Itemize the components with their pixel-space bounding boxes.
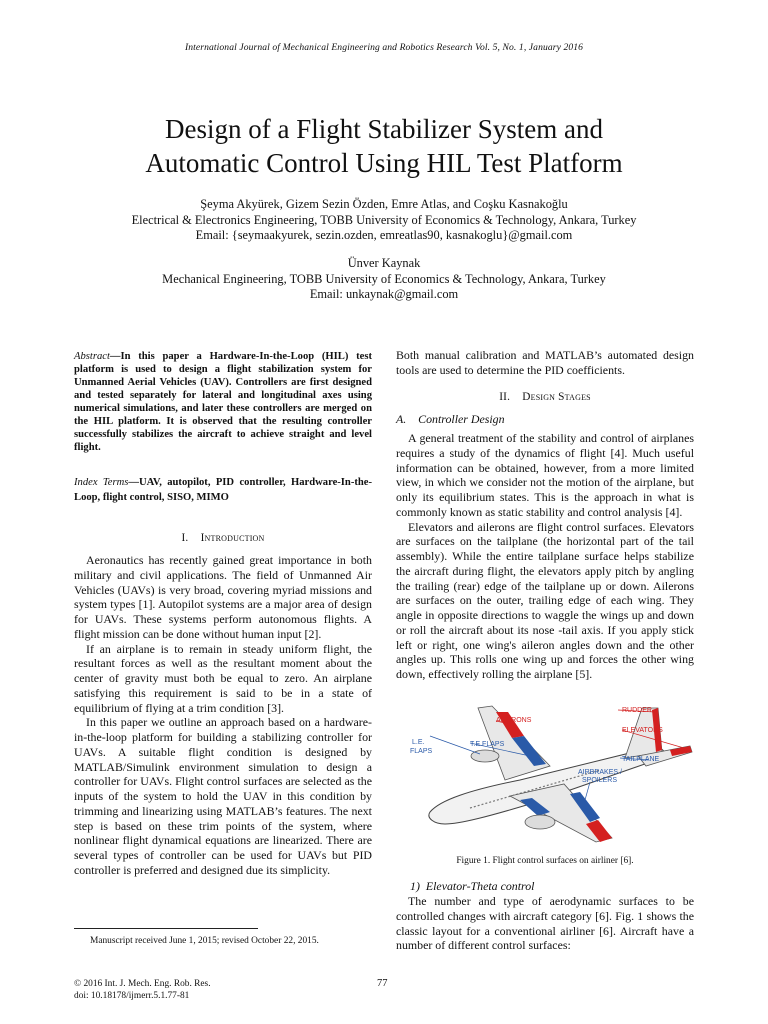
abstract	[74, 350, 372, 454]
affiliation-1: Electrical & Electronics Engineering, TOBB University of Economics & Technology, Ankara, Turkey	[131, 212, 637, 227]
subsection-a-title: Controller Design	[418, 412, 505, 426]
abstract-body: —In this paper a Hardware-In-the-Loop (HIL) test platform is used to design a flight stabilization system for Unmanned Aerial Vehicles (UAV). Controllers are first designed and tested separately for lateral and longitudinal axes using numerical simulations, and later these controllers are merged on the HIL platform. It is observed that the resulting controller successfully stabilizes the aircraft to achieve straight and level flight.	[74, 351, 372, 453]
affiliation-2: Mechanical Engineering, TOBB University of Economics & Technology, Ankara, Turkey	[162, 271, 606, 286]
section-2-title: Design Stages	[522, 391, 591, 403]
near-engine	[525, 815, 555, 829]
controller-design-text	[396, 431, 694, 682]
footer-copyright: © 2016 Int. J. Mech. Eng. Rob. Res.	[74, 979, 211, 989]
intro-text	[74, 553, 372, 878]
label-ailerons: AILERONS	[496, 717, 532, 724]
section-2-number: II.	[499, 391, 511, 403]
footer-left	[74, 978, 211, 1002]
far-engine	[471, 750, 499, 762]
right-paragraph-2: Elevators and ailerons are flight control surfaces. Elevators are surfaces on the tailplane (the horizontal part of the tail assembly). While the entire tailplane surface helps stabilize the aircraft during flight, the elevators apply pitch by angling the trailing (rear) edge of the tailplane up or down. Ailerons are surfaces on the outer, trailing edge of each wing. They angle in opposite directions to waggle the wings up and down or roll the aircraft about its nose -tail axis. If you apply stick left or right, one wing's aileron angles down and the other angles up. This rolls one wing up and forces the other wing down, effectively rolling the airplane [5].	[396, 519, 694, 681]
subsection-1-heading	[410, 879, 694, 894]
title-line-1: Design of a Flight Stabilizer System and	[165, 114, 603, 144]
author-block-2	[60, 256, 708, 303]
footnote: Manuscript received June 1, 2015; revised October 22, 2015.	[90, 936, 319, 946]
email-1: Email: {seymaakyurek, sezin.ozden, emreatlas90, kasnakoglu}@gmail.com	[195, 228, 573, 242]
airliner-diagram	[400, 700, 698, 850]
figure-caption: Figure 1. Flight control surfaces on airliner [6].	[456, 856, 634, 866]
intro-paragraph-1: Aeronautics has recently gained great importance in both military and civil applications. The field of Unmanned Air Vehicles (UAVs) is very broad, covering myriad missions and system types [1]. Autopilot systems are a major area of design for UAVs. These systems perform autonomous flights. A flight mission can be done without human input [2].	[74, 553, 372, 641]
intro-paragraph-2: If an airplane is to remain in steady uniform flight, the resultant forces as well as the resultant moment about the center of gravity must both be equal to zero. An airplane satisfying this requirement is said to be in a state of equilibrium of flying at a trim condition [3].	[74, 641, 372, 715]
intro-paragraph-3: In this paper we outline an approach based on a hardware-in-the-loop platform for building a stabilizing controller for UAVs. A suitable flight condition is designed by MATLAB/Simulink environment simulation to design a controller for UAVs. Flight control surfaces are selected as the inputs of the system to hold the UAV in this condition by trimming and linearizing using MATLAB’s features. The next step is based on these trim points of the system, where nonlinear flight dynamical equations are linearized. There are several types of controller can be used for UAVs but PID controller is preferred and designed due its simplicity.	[74, 715, 372, 877]
footer-doi: doi: 10.18178/ijmerr.5.1.77-81	[74, 991, 190, 1001]
label-te-flaps: T.E.FLAPS	[470, 741, 505, 748]
label-airbrakes: AIRBRAKES /	[578, 769, 622, 776]
index-terms	[74, 475, 372, 505]
right-paragraph-0: Both manual calibration and MATLAB’s automated design tools are used to determine the PID coefficients.	[396, 348, 694, 377]
section-2-heading	[396, 391, 694, 403]
abstract-lead: Abstract	[74, 351, 110, 362]
section-1-heading	[74, 532, 372, 544]
email-2: Email: unkaynak@gmail.com	[309, 287, 459, 301]
label-elevators: ELEVATORS	[622, 727, 663, 734]
title-line-2: Automatic Control Using HIL Test Platform	[145, 148, 623, 178]
section-1-number: I.	[181, 532, 189, 544]
right-intro-text	[396, 348, 694, 378]
right-paragraph-1: A general treatment of the stability and control of airplanes requires a study of the dynamics of flight [4]. Much useful information can be obtained, however, from a more limited view, in which we consider not the motion of the airplane, but only its equilibrium states. This is the approach in what is commonly known as static stability and control analysis [4].	[396, 431, 694, 519]
author-block-1	[60, 197, 708, 244]
section-1-title: Introduction	[200, 532, 265, 544]
label-le: L.E.	[412, 739, 425, 746]
subsection-a-label: A.	[396, 412, 407, 426]
index-terms-lead: Index Terms	[74, 477, 129, 488]
figure-1	[400, 700, 698, 850]
right-paragraph-3: The number and type of aerodynamic surfaces to be controlled changes with aircraft category [6]. Fig. 1 shows the classic layout for a conventional airliner [6]. Aircraft have a number of different control surfaces:	[396, 894, 694, 953]
footnote-rule	[74, 928, 258, 929]
label-tailplane: TAILPLANE	[622, 756, 660, 763]
journal-header: International Journal of Mechanical Engineering and Robotics Research Vol. 5, No. 1, January 2016	[184, 42, 584, 53]
label-rudder: RUDDER	[622, 707, 652, 714]
author-2: Ünver Kaynak	[347, 256, 421, 270]
label-flaps: FLAPS	[410, 748, 433, 755]
page-number: 77	[377, 978, 388, 989]
index-terms-body: —UAV, autopilot, PID controller, Hardware-In-the-Loop, flight control, SISO, MIMO	[74, 477, 372, 503]
subsection-1-title: Elevator-Theta control	[425, 879, 535, 893]
subsection-1-label: 1)	[410, 879, 420, 893]
elevator-theta-text	[396, 894, 694, 953]
paper-title	[60, 112, 708, 180]
subsection-a-heading	[396, 412, 694, 427]
authors: Şeyma Akyürek, Gizem Sezin Özden, Emre Atlas, and Coşku Kasnakoğlu	[200, 197, 568, 211]
label-spoilers: SPOILERS	[582, 777, 618, 784]
